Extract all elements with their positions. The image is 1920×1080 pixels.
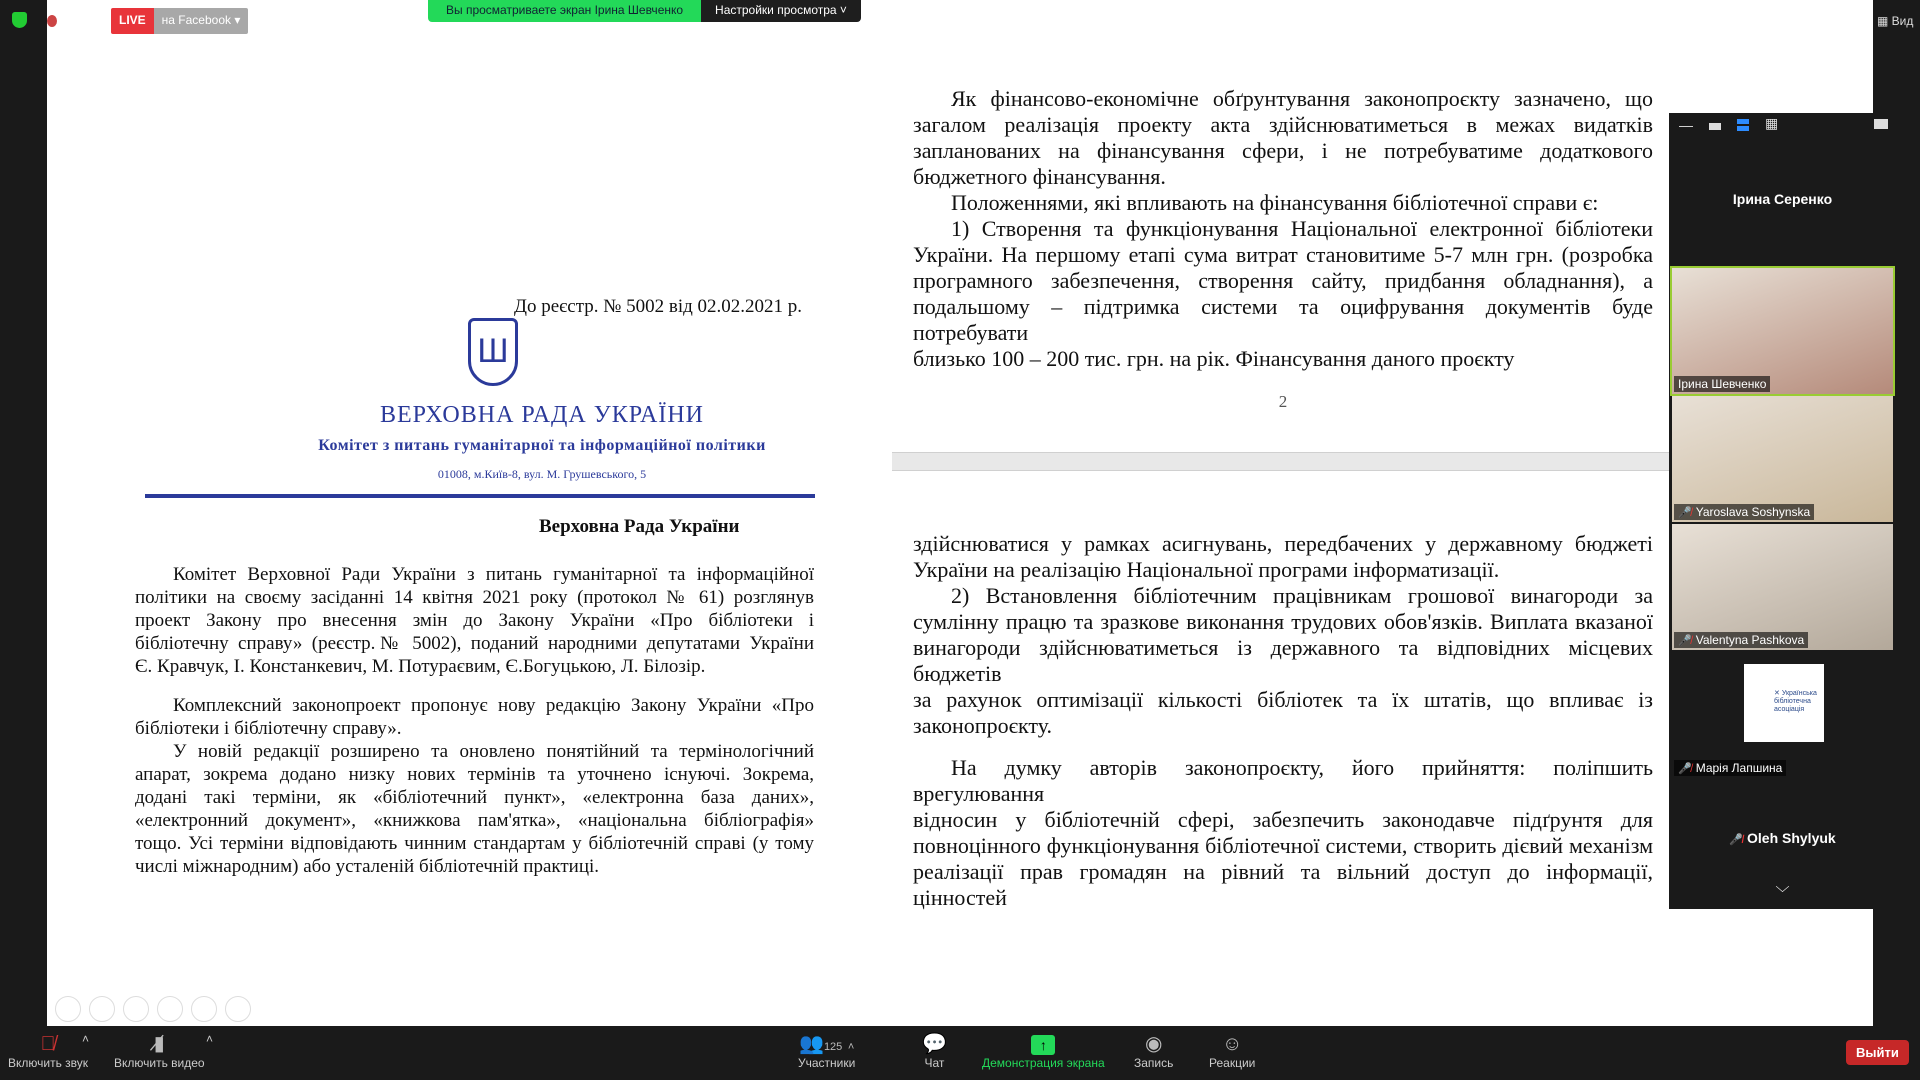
meeting-toolbar [0,1026,1920,1080]
muted-mic-icon: 🎤̸ [1729,834,1743,846]
participant-name [1674,504,1814,520]
unmute-button[interactable] [8,1032,88,1070]
page-number: 2 [1278,392,1288,411]
reactions-button[interactable] [1209,1032,1255,1070]
participant-tile[interactable] [1672,396,1893,522]
text-line: бібліотечну справу» (реєстр.№ 5002), поданий народними депутатами України [135,633,814,654]
muted-mic-icon: 🎤̸ [1678,507,1692,519]
text-line: додані такі терміни, як «бібліотечний пункт», «електронна база даних», [135,787,814,808]
live-target-label: на Facebook [161,13,232,27]
text-line: подальшому – підтримка системи та оцифрування документів буде потребувати [913,294,1653,345]
view-label: Вид [1891,14,1914,28]
minimize-icon[interactable]: — [1679,117,1693,133]
save-icon[interactable] [157,996,183,1022]
participants-count: 125 [823,1041,843,1053]
text-line: бюджетного фінансування. [913,164,1166,189]
text-line: «електронний документ», «книжкова пам'ятка», «національна бібліографія» [135,810,814,831]
text-line: На думку авторів законопроєкту, його прийняття: поліпшить врегулювання [913,755,1653,806]
zoom-icon[interactable] [191,996,217,1022]
participant-tile[interactable] [1672,141,1893,267]
participant-tile[interactable] [1672,524,1893,650]
text-line: винагороди здійснюватиметься із державного та відповідних місцевих бюджетів [913,635,1653,686]
text-line: повноцінного функціонування бібліотечної системи, створить дієвий механізм [913,833,1653,858]
share-label: Демонстрация экрана [982,1056,1105,1070]
text-line: проект Закону про внесення змін до Закону України «Про бібліотеки і [135,610,814,631]
participant-name-text: Ірина Шевченко [1678,377,1767,391]
back-icon[interactable] [55,996,81,1022]
text-line: Комітет Верховної Ради України з питань гуманітарної та інформаційної [173,564,814,585]
text-line: Комплексний законопроект пропонує нову редакцію Закону України «Про [173,695,814,716]
gallery-view-icon[interactable]: ▦ [1765,115,1779,131]
text-line: здійснюватися у рамках асигнувань, передбачених у державному бюджеті [913,531,1653,556]
text-line: тощо. Усі терміни відповідають чинним стандартам у бібліотечній справі (у тому [135,833,814,854]
participant-tile[interactable] [1672,268,1893,394]
text-line: 1) Створення та функціонування Національної електронної бібліотеки [951,216,1653,241]
text-line: близько 100 – 200 тис. грн. на рік. Фінансування даного проєкту [913,346,1515,371]
speaker-view-icon[interactable] [1737,119,1749,131]
participant-name [1674,376,1770,392]
unmute-label: Включить звук [8,1056,89,1070]
text-line: запланованих на фінансування сфери, і не потребуватиме додаткового [913,138,1653,163]
participant-name [1674,632,1808,648]
participants-button[interactable]: 👥125 ˄ Участники [798,1033,856,1070]
header-rule [145,494,815,498]
text-line: законопроєкту. [913,713,1053,738]
participants-panel [1669,113,1896,909]
right-page-column [913,86,1653,911]
record-label: Запись [1134,1056,1174,1070]
shared-screen [47,0,1873,1026]
live-label: LIVE [111,8,154,34]
text-line: відносин у бібліотечній сфері, забезпечить законодавче підґрунтя для [913,807,1653,832]
record-button[interactable] [1134,1032,1173,1070]
reactions-label: Реакции [1209,1056,1256,1070]
share-screen-icon: ↑ [1031,1035,1055,1055]
start-video-label: Включить видео [114,1056,205,1070]
text-line: 2) Встановлення бібліотечним працівникам грошової винагороди за [951,583,1653,608]
scroll-down-icon[interactable]: ﹀ [1775,885,1790,901]
shield-icon[interactable] [12,12,27,28]
chat-label: Чат [924,1056,945,1070]
audio-options-icon[interactable]: ˄ [82,1032,90,1046]
participants-label: Участники [798,1056,856,1070]
text-line: Є. Кравчук, І. Констанкевич, М. Потураєвим, Є.Богуцькою, Л. Білозір. [135,656,706,677]
panel-controls [1669,113,1896,141]
leave-label: Выйти [1856,1045,1899,1060]
participant-tile[interactable] [1672,652,1893,778]
more-icon[interactable] [225,996,251,1022]
text-line: України. На першому етапі сума витрат становитиме 5-7 млн грн. (розробка [913,242,1653,267]
participant-name-text: Valentyna Pashkova [1695,633,1805,647]
participant-name-text: Марія Лапшина [1695,761,1783,775]
leave-button[interactable] [1846,1040,1909,1065]
committee-name: Комітет з питань гуманітарної та інформаційної політики [318,437,766,454]
association-logo: ✕ Українська бібліотечна асоціація [1744,664,1824,742]
ukraine-emblem-icon: Ш [468,318,518,386]
right-page-bottom-body [913,531,1653,911]
text-line: апарат, зокрема додано низку нових термінів та уточнено існуючі. Зокрема, [135,764,814,785]
text-line: числі міжнародним) або усталеній бібліотечній практиці. [135,856,600,877]
text-line: політики на своєму засіданні 14 квітня 2021 року (протокол № 61) розглянув [135,587,814,608]
viewing-banner [428,0,861,22]
muted-mic-icon: 🎤̸ [1678,635,1692,647]
recording-dot-icon [47,15,57,27]
live-target[interactable]: на Facebook ▾ [154,8,249,34]
participant-name-text: Yaroslava Soshynska [1695,505,1811,519]
text-line: Як фінансово-економічне обґрунтування законопроєкту зазначено, що [951,86,1653,111]
live-stream-badge[interactable] [111,8,248,34]
left-black-bar [0,0,47,1026]
start-video-button[interactable] [114,1032,205,1070]
view-settings-label: Настройки просмотра [715,3,837,17]
annotation-tools[interactable] [55,996,251,1022]
record-icon: ◉ [1144,1033,1163,1055]
video-off-icon: ▮̸ [153,1033,165,1055]
participant-name-text: Ірина Серенко [1732,191,1833,207]
text-line: реалізації прав громадян на рівний та вільний доступ до інформації, цінностей [913,859,1653,910]
org-name: ВЕРХОВНА РАДА УКРАЇНИ [379,402,704,428]
text-line: загалом реалізація проекту акта здійснюватиметься в межах видатків [913,112,1653,137]
participant-name [1672,830,1893,846]
participants-icon: 👥 [799,1033,824,1055]
registry-number: До реєстр. № 5002 від 02.02.2021 р. [514,296,803,317]
muted-mic-icon: 🎤̸ [1678,763,1692,775]
share-screen-button[interactable] [982,1032,1105,1070]
pop-out-icon[interactable] [1874,119,1888,129]
pen-icon[interactable] [123,996,149,1022]
participant-name-text: Oleh Shylyuk [1747,830,1836,846]
right-page-top-body [913,86,1653,372]
left-page-body [135,563,814,878]
addressee: Верховна Рада України [539,516,740,537]
text-line: за рахунок оптимізації кількості бібліотек та їх штатів, що впливає із [913,687,1653,712]
thumbnail-icon[interactable] [1709,123,1721,130]
participant-name [1674,760,1786,776]
participant-name [1672,191,1893,207]
forward-icon[interactable] [89,996,115,1022]
chat-icon: 💬 [922,1033,947,1055]
view-button[interactable]: ▦ Вид [1877,14,1914,28]
text-line: України на реалізацію Національної програми інформатизації. [913,557,1500,582]
logo-text: Українська бібліотечна асоціація [1774,690,1817,713]
text-line: програмного забезпечення, створення сайту, придбання обладнання), а [913,268,1653,293]
chat-button[interactable] [922,1032,947,1070]
text-line: сумлінну працю та зразкове виконання трудових обов'язків. Виплата вказаної [913,609,1653,634]
reactions-icon: ☺ [1221,1033,1243,1055]
text-line: У новій редакції розширено та оновлено понятійний та термінологічний [173,741,814,762]
text-line: Положеннями, які впливають на фінансування бібліотечної справи є: [951,190,1599,215]
viewing-text: Вы просматриваете экран Ірина Шевченко [428,0,701,22]
address: 01008, м.Київ-8, вул. М. Грушевського, 5 [437,467,647,481]
view-settings-button[interactable]: Настройки просмотра ˅ [701,0,861,22]
text-line: бібліотеки і бібліотечну справу». [135,718,402,739]
video-options-icon[interactable]: ˄ [206,1032,214,1046]
muted-mic-icon: 🎙̸ [40,1033,56,1055]
